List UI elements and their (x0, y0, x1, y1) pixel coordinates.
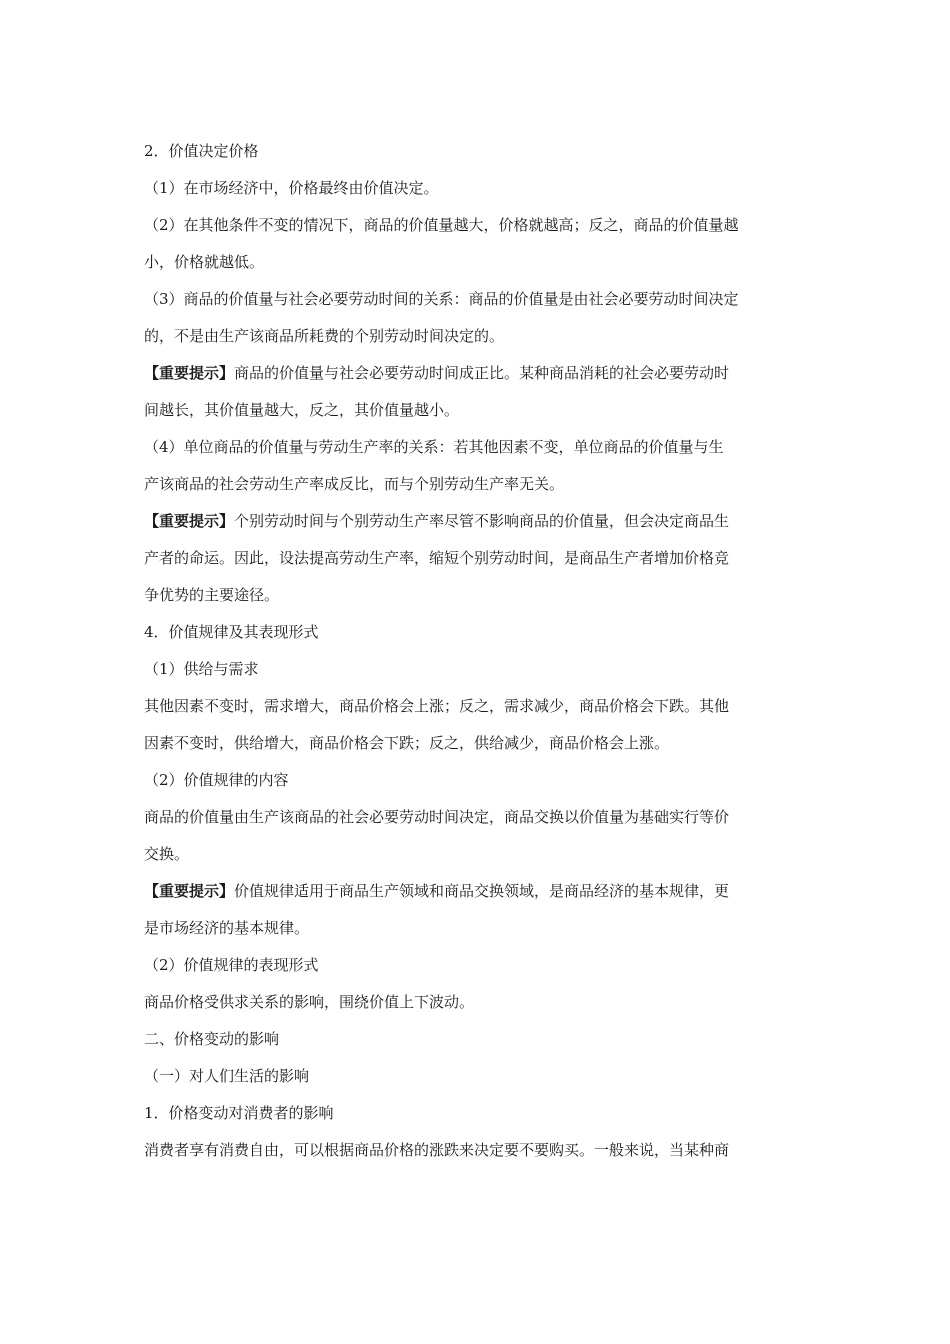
tip-2-line2: 产者的命运。因此，设法提高劳动生产率，缩短个别劳动时间，是商品生产者增加价格竞 (144, 549, 730, 567)
paragraph-1-2-line1: （2）在其他条件不变的情况下，商品的价值量越大，价格就越高；反之，商品的价值量越 (144, 216, 739, 234)
tip-label: 【重要提示】 (144, 364, 235, 382)
paragraph-law-form: 商品价格受供求关系的影响，围绕价值上下波动。 (144, 993, 475, 1011)
paragraph-1-1: （1）在市场经济中，价格最终由价值决定。 (144, 179, 439, 197)
subheading-life-impact: （一）对人们生活的影响 (144, 1067, 310, 1085)
tip-3-line2: 是市场经济的基本规律。 (144, 919, 310, 937)
paragraph-supply-demand-line2: 因素不变时，供给增大，商品价格会下跌；反之，供给减少，商品价格会上涨。 (144, 734, 670, 752)
tip-2-line3: 争优势的主要途径。 (144, 586, 280, 604)
paragraph-law-content-line2: 交换。 (144, 845, 190, 863)
paragraph-1-2-line2: 小，价格就越低。 (144, 253, 265, 271)
tip-1-line2: 间越长，其价值量越大，反之，其价值量越小。 (144, 401, 460, 419)
paragraph-1-3-line1: （3）商品的价值量与社会必要劳动时间的关系：商品的价值量是由社会必要劳动时间决定 (144, 290, 739, 308)
section-heading-2: 2．价值决定价格 (144, 142, 259, 160)
subheading-law-form: （2）价值规律的表现形式 (144, 956, 319, 974)
subheading-consumer-impact: 1．价格变动对消费者的影响 (144, 1104, 334, 1122)
paragraph-supply-demand-line1: 其他因素不变时，需求增大，商品价格会上涨；反之，需求减少，商品价格会下跌。其他 (144, 697, 730, 715)
document-page (144, 141, 808, 1160)
section-heading-two: 二、价格变动的影响 (144, 1030, 280, 1048)
paragraph-1-4-line1: （4）单位商品的价值量与劳动生产率的关系：若其他因素不变，单位商品的价值量与生 (144, 438, 724, 456)
tip-2-line1 (144, 511, 808, 531)
tip-text: 商品的价值量与社会必要劳动时间成正比。某种商品消耗的社会必要劳动时 (234, 364, 730, 382)
paragraph-1-3-line2: 的，不是由生产该商品所耗费的个别劳动时间决定的。 (144, 327, 505, 345)
paragraph-law-content-line1: 商品的价值量由生产该商品的社会必要劳动时间决定，商品交换以价值量为基础实行等价 (144, 808, 730, 826)
tip-1-line1 (144, 363, 808, 383)
tip-3-line1 (144, 881, 808, 901)
subheading-law-content: （2）价值规律的内容 (144, 771, 289, 789)
section-heading-4: 4．价值规律及其表现形式 (144, 623, 319, 641)
tip-label: 【重要提示】 (144, 882, 235, 900)
tip-text: 个别劳动时间与个别劳动生产率尽管不影响商品的价值量，但会决定商品生 (234, 512, 730, 530)
paragraph-consumer-impact-line1: 消费者享有消费自由，可以根据商品价格的涨跌来决定要不要购买。一般来说，当某种商 (144, 1141, 730, 1159)
subheading-supply-demand: （1）供给与需求 (144, 660, 259, 678)
tip-text: 价值规律适用于商品生产领域和商品交换领域，是商品经济的基本规律，更 (234, 882, 730, 900)
tip-label: 【重要提示】 (144, 512, 235, 530)
paragraph-1-4-line2: 产该商品的社会劳动生产率成反比，而与个别劳动生产率无关。 (144, 475, 565, 493)
